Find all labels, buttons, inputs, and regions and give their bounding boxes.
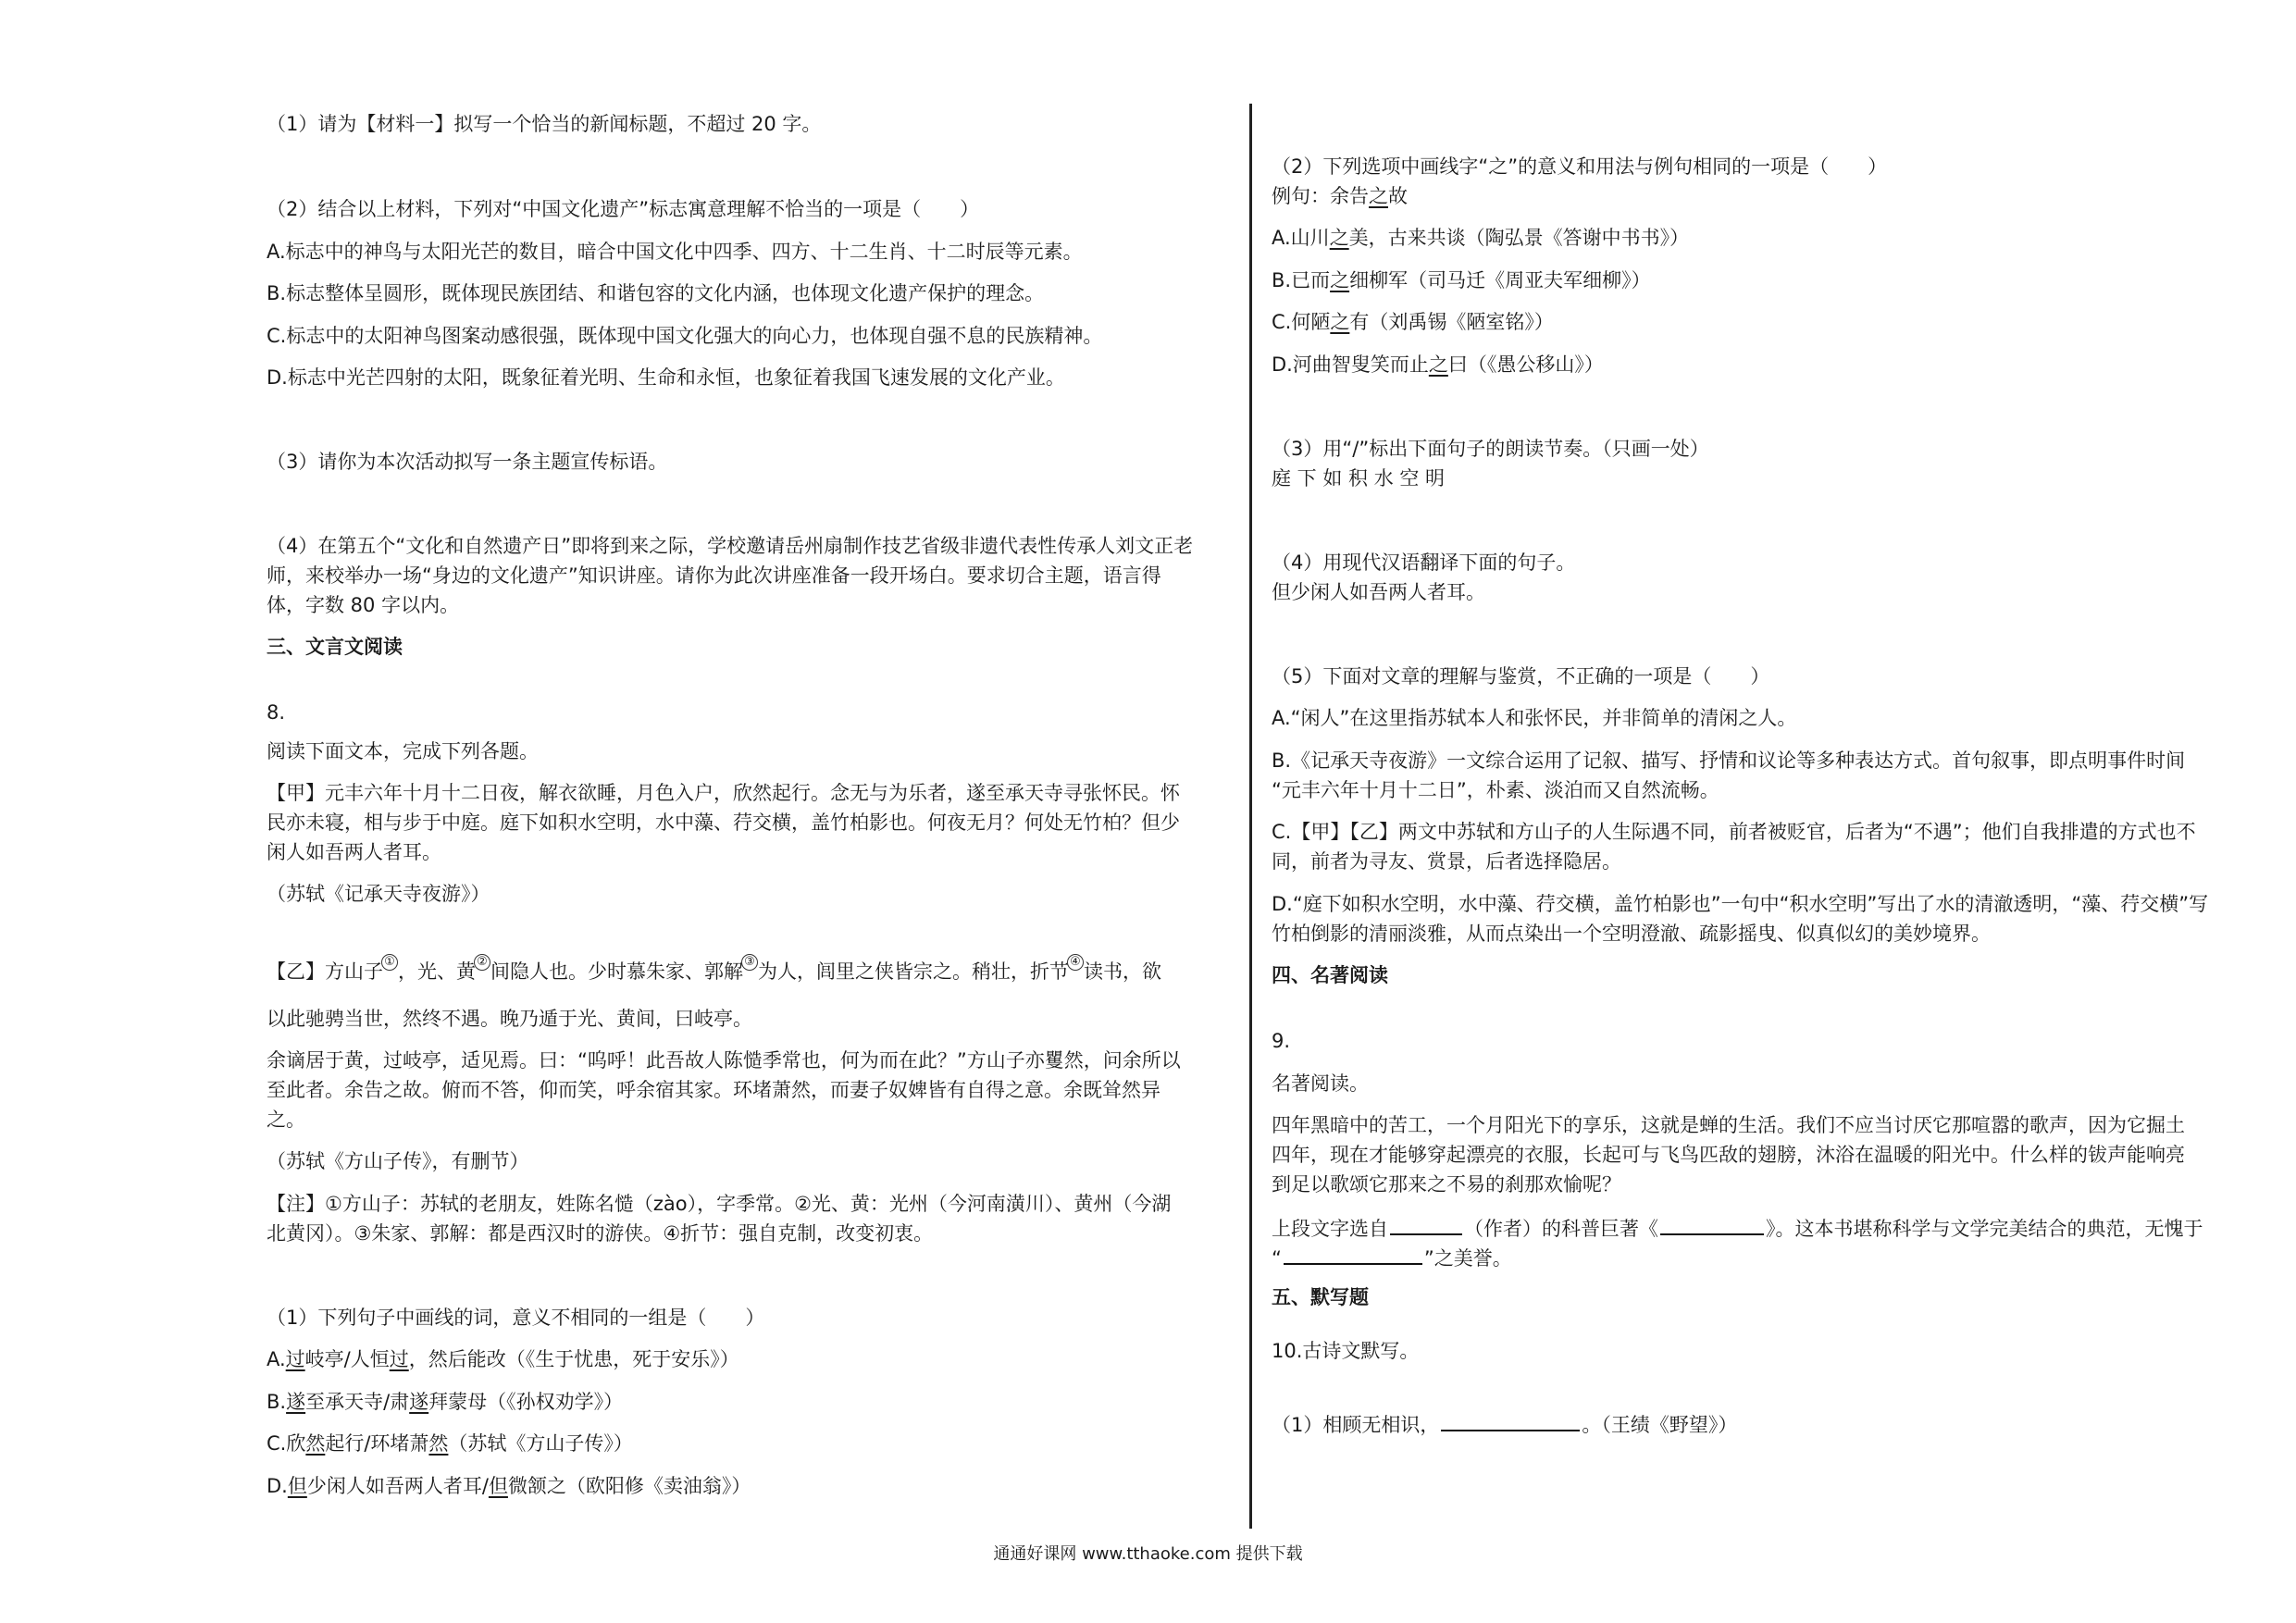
question-8-1: （1）下列句子中画线的词，意义不相同的一组是（ ） bbox=[267, 1307, 765, 1329]
dictation-blank[interactable] bbox=[1441, 1409, 1580, 1431]
option-d: D.标志中光芒四射的太阳，既象征着光明、生命和永恒，也象征着我国飞速发展的文化产业。 bbox=[267, 366, 1065, 389]
question-7-3: （3）请你为本次活动拟写一条主题宣传标语。 bbox=[267, 451, 668, 473]
option-b: B.标志整体呈圆形，既体现民族团结、和谐包容的文化内涵，也体现文化遗产保护的理念。 bbox=[267, 282, 1045, 304]
fill-blank-line2: “ ”之美誉。 bbox=[1272, 1243, 1512, 1271]
option-c: C.标志中的太阳神鸟图案动感很强，既体现中国文化强大的向心力，也体现自强不息的民族精神。 bbox=[267, 325, 1103, 347]
text-yi-line5: 之。 bbox=[267, 1109, 305, 1131]
question-number-8: 8. bbox=[267, 701, 286, 724]
q8-5-option-d-line1: D.“庭下如积水空明，水中藻、荇交横，盖竹柏影也”一句中“积水空明”写出了水的清澈透明，“藻、荇交横”写 bbox=[1272, 893, 2209, 915]
text-yi-line2: 以此驰骋当世，然终不遇。晚乃遁于光、黄间，曰岐亭。 bbox=[267, 1008, 752, 1030]
q8-5-option-d-line2: 竹柏倒影的清丽淡雅，从而点染出一个空明澄澈、疏影摇曳、似真似幻的美妙境界。 bbox=[1272, 923, 1991, 945]
fill-blank-line1: 上段文字选自 （作者）的科普巨著《 》。这本书堪称科学与文学完美结合的典范，无愧于 bbox=[1272, 1213, 2203, 1242]
reputation-blank[interactable] bbox=[1284, 1243, 1422, 1265]
text-jia-line2: 民亦未寝，相与步于中庭。庭下如积水空明，水中藻、荇交横，盖竹柏影也。何夜无月？何处无竹柏？但少 bbox=[267, 812, 1180, 834]
page-footer: 通通好课网 www.tthaoke.com 提供下载 bbox=[993, 1544, 1303, 1564]
passage-line3: 到足以歌颂它那来之不易的刹那欢愉呢？ bbox=[1272, 1173, 1621, 1196]
q8-1-option-b: B.遂至承天寺/肃遂拜蒙母（《孙权劝学》） bbox=[267, 1391, 624, 1413]
footnote-marker-4: ④ bbox=[1067, 954, 1084, 971]
section-heading-classical: 三、文言文阅读 bbox=[267, 636, 403, 658]
passage-line2: 四年，现在才能够穿起漂亮的衣服，长起可与飞鸟匹敌的翅膀，沐浴在温暖的阳光中。什么样的钹声能响亮 bbox=[1272, 1144, 2185, 1166]
reading-instruction: 阅读下面文本，完成下列各题。 bbox=[267, 740, 539, 762]
q8-1-option-c: C.欣然起行/环堵萧然（苏轼《方山子传》） bbox=[267, 1432, 633, 1455]
footnote-marker-2: ② bbox=[474, 954, 490, 971]
text-jia-line3: 闲人如吾两人者耳。 bbox=[267, 841, 441, 863]
rhythm-sentence: 庭 下 如 积 水 空 明 bbox=[1272, 467, 1446, 489]
question-number-9: 9. bbox=[1272, 1030, 1291, 1052]
section-heading-classics: 四、名著阅读 bbox=[1272, 964, 1388, 986]
option-a: A.标志中的神鸟与太阳光芒的数目，暗合中国文化中四季、四方、十二生肖、十二时辰等元素。 bbox=[267, 241, 1083, 263]
dictation-1: （1）相顾无相识， 。（王绩《野望》） bbox=[1272, 1409, 1737, 1438]
text-yi-line4: 至此者。余告之故。俯而不答，仰而笑，呼余宿其家。环堵萧然，而妻子奴婢皆有自得之意。余既耸然异 bbox=[267, 1079, 1160, 1101]
text-jia-line1: 【甲】元丰六年十月十二日夜，解衣欲睡，月色入户，欣然起行。念无与为乐者，遂至承天寺寻张怀民。怀 bbox=[267, 782, 1180, 804]
question-8-2: （2）下列选项中画线字“之”的意义和用法与例句相同的一项是（ ） bbox=[1272, 155, 1888, 178]
question-7-4-line3: 体，字数 80 字以内。 bbox=[267, 594, 460, 616]
text-jia-source: （苏轼《记承天寺夜游》） bbox=[267, 883, 490, 905]
passage-line1: 四年黑暗中的苦工，一个月阳光下的享乐，这就是蝉的生活。我们不应当讨厌它那喧嚣的歌声，因为它掘土 bbox=[1272, 1114, 2185, 1136]
question-8-5: （5）下面对文章的理解与鉴赏，不正确的一项是（ ） bbox=[1272, 665, 1770, 688]
footnote-marker-1: ① bbox=[381, 954, 398, 971]
translate-sentence: 但少闲人如吾两人者耳。 bbox=[1272, 581, 1485, 603]
text-yi-line3: 余谪居于黄，过岐亭，适见焉。曰：“呜呼！此吾故人陈慥季常也，何为而在此？”方山子亦矍然，问余所以 bbox=[267, 1049, 1181, 1072]
q8-2-option-d: D.河曲智叟笑而止之曰（《愚公移山》） bbox=[1272, 353, 1604, 376]
question-8-3: （3）用“/”标出下面句子的朗读节奏。（只画一处） bbox=[1272, 438, 1709, 460]
q8-2-option-a: A.山川之美，古来共谈（陶弘景《答谢中书书》） bbox=[1272, 227, 1690, 249]
text-yi-line1: 【乙】方山子① ，光、黄② 间隐人也。少时慕朱家、郭解③ 为人，闾里之侠皆宗之。稍壮，折节④ 读书，欲 bbox=[267, 955, 1161, 983]
question-7-4-line2: 师，来校举办一场“身边的文化遗产”知识讲座。请你为此次讲座准备一段开场白。要求切合主题，语言得 bbox=[267, 564, 1161, 587]
q8-5-option-b-line1: B.《记承天寺夜游》一文综合运用了记叙、描写、抒情和议论等多种表达方式。首句叙事，即点明事件时间 bbox=[1272, 750, 2186, 772]
q8-1-option-d: D.但少闲人如吾两人者耳/但微颔之（欧阳修《卖油翁》） bbox=[267, 1475, 751, 1497]
book-title-blank[interactable] bbox=[1660, 1213, 1764, 1235]
question-7-4-line1: （4）在第五个“文化和自然遗产日”即将到来之际，学校邀请岳州扇制作技艺省级非遗代表性传承人刘文正老 bbox=[267, 535, 1194, 557]
question-7-1: （1）请为【材料一】拟写一个恰当的新闻标题，不超过 20 字。 bbox=[267, 113, 822, 135]
q8-5-option-b-line2: “元丰六年十月十二日”，朴素、淡泊而又自然流畅。 bbox=[1272, 779, 1719, 801]
column-divider bbox=[1249, 104, 1252, 1529]
example-sentence: 例句：余告之故 bbox=[1272, 185, 1408, 207]
footnote-marker-3: ③ bbox=[741, 954, 758, 971]
section-heading-dictation: 五、默写题 bbox=[1272, 1286, 1369, 1308]
classics-instruction: 名著阅读。 bbox=[1272, 1072, 1369, 1095]
q8-2-option-c: C.何陋之有（刘禹锡《陋室铭》） bbox=[1272, 311, 1554, 333]
note-line2: 北黄冈）。③朱家、郭解：都是西汉时的游侠。④折节：强自克制，改变初衷。 bbox=[267, 1222, 934, 1245]
q8-1-option-a: A.过岐亭/人恒过，然后能改（《生于忧患，死于安乐》） bbox=[267, 1348, 739, 1370]
question-10: 10.古诗文默写。 bbox=[1272, 1340, 1420, 1362]
q8-5-option-a: A.“闲人”在这里指苏轼本人和张怀民，并非简单的清闲之人。 bbox=[1272, 707, 1797, 729]
author-blank[interactable] bbox=[1390, 1213, 1462, 1235]
question-8-4: （4）用现代汉语翻译下面的句子。 bbox=[1272, 551, 1576, 574]
question-7-2: （2）结合以上材料，下列对“中国文化遗产”标志寓意理解不恰当的一项是（ ） bbox=[267, 198, 980, 220]
text-yi-source: （苏轼《方山子传》，有删节） bbox=[267, 1150, 529, 1172]
q8-2-option-b: B.已而之细柳军（司马迁《周亚夫军细柳》） bbox=[1272, 269, 1651, 291]
q8-5-option-c-line1: C.【甲】【乙】两文中苏轼和方山子的人生际遇不同，前者被贬官，后者为“不遇”；他们自我排遣的方式也不 bbox=[1272, 821, 2196, 843]
note-line1: 【注】①方山子：苏轼的老朋友，姓陈名慥（zào），字季常。②光、黄：光州（今河南潢川）、黄州（今湖 bbox=[267, 1193, 1172, 1215]
q8-5-option-c-line2: 同，前者为寻友、赏景，后者选择隐居。 bbox=[1272, 850, 1621, 873]
